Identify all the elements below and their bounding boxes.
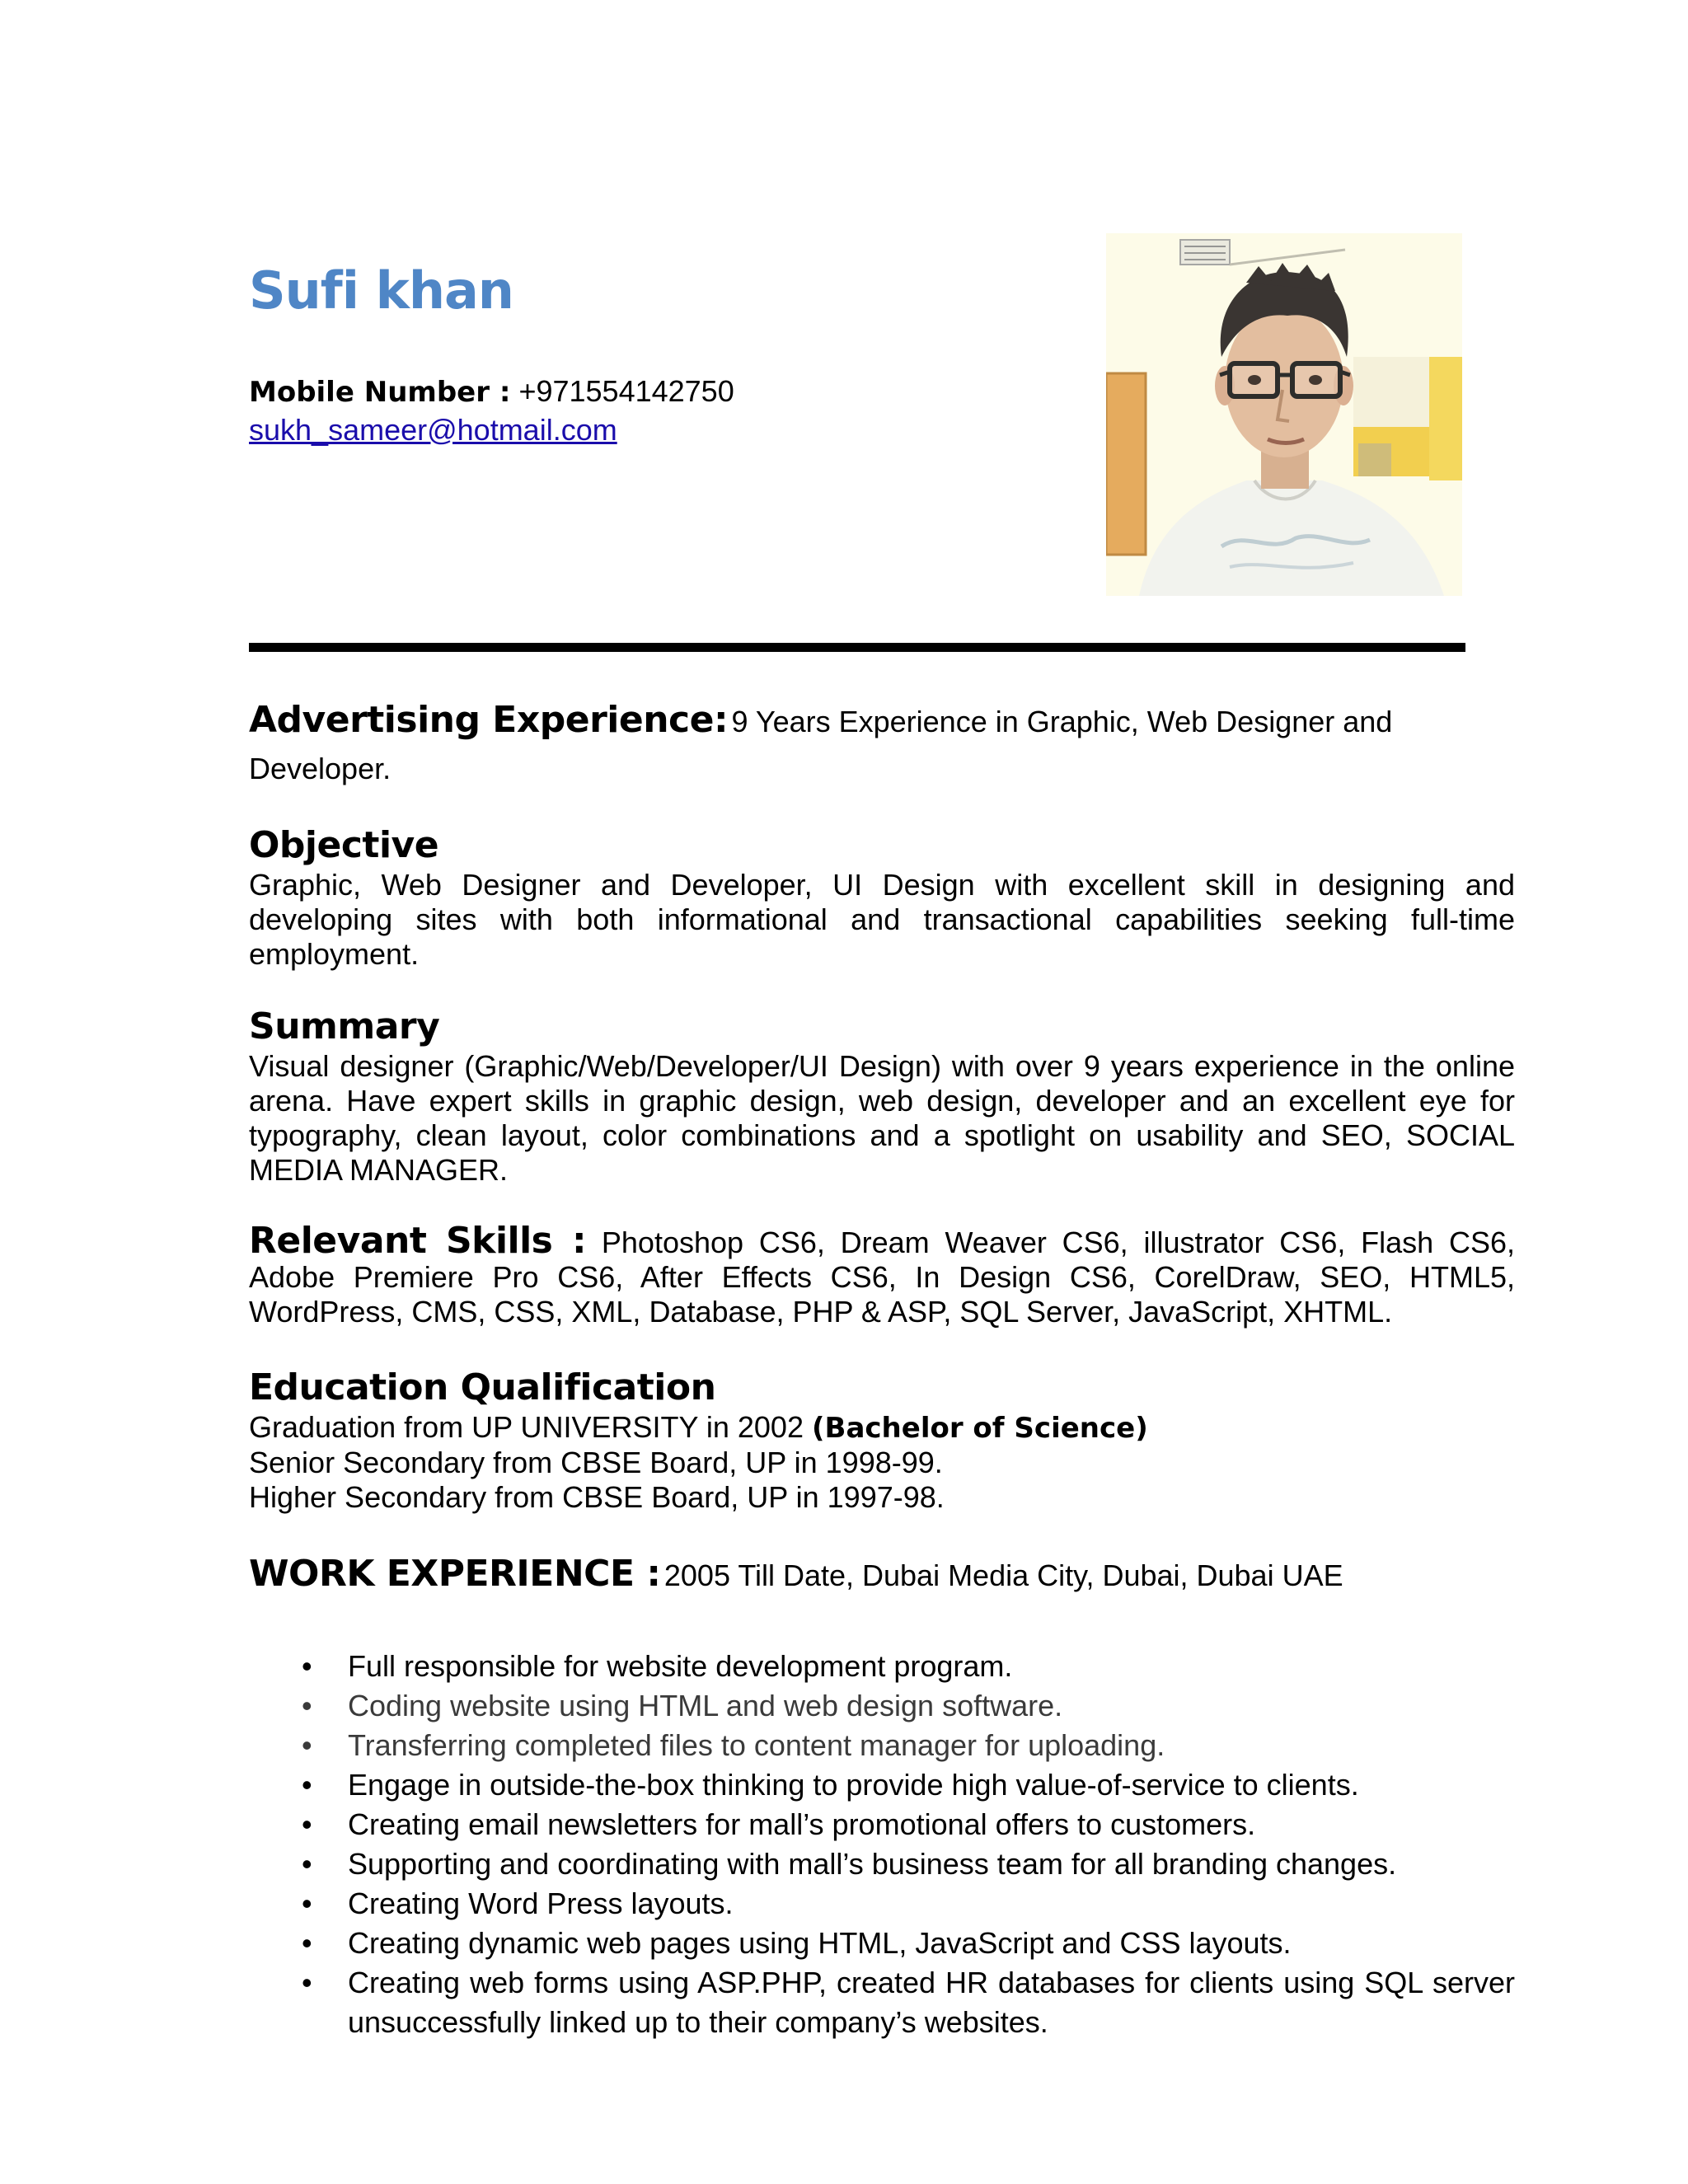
bullet-icon: •: [302, 1649, 312, 1683]
objective-heading: Objective: [249, 824, 439, 866]
objective-text: Graphic, Web Designer and Developer, UI Design with excellent skill in designing and developing sites with both informational and transactional capabilities seeking full-time employment.: [249, 868, 1515, 971]
bullet-icon: •: [302, 1768, 312, 1802]
education-line-1: [249, 1410, 1515, 1446]
summary-text: Visual designer (Graphic/Web/Developer/UI Design) with over 9 years experience in the online arena. Have expert skills in graphic design, web design, developer and an excellent eye for typography, clean layout, color combinations and a spotlight on usability and SEO, SOCIAL MEDIA MANAGER.: [249, 1049, 1515, 1187]
skills-text: Photoshop CS6, Dream Weaver CS6, illustrator CS6, Flash CS6, Adobe Premiere Pro CS6, After Effects CS6, In Design CS6, CorelDraw, SEO, HTML5, WordPress, CMS, CSS, XML, Database, PHP & ASP, SQL Server, JavaScript, XHTML.: [249, 1226, 1515, 1329]
list-item: • Coding website using HTML and web design software.: [249, 1686, 1515, 1726]
bullet-icon: •: [302, 1728, 312, 1762]
education-section: [249, 1366, 1515, 1515]
skills-section: [249, 1220, 1515, 1329]
objective-section: [249, 823, 1515, 972]
advertising-heading: Advertising Experience:: [249, 699, 729, 741]
bullet-icon: •: [302, 1886, 312, 1920]
education-line-2: Senior Secondary from CBSE Board, UP in 1998-99.: [249, 1446, 943, 1479]
header-divider: [249, 643, 1465, 652]
mobile-label: Mobile Number :: [249, 376, 511, 409]
list-item: • Full responsible for website development program.: [249, 1647, 1515, 1686]
mobile-number: +971554142750: [518, 374, 734, 408]
list-item: • Transferring completed files to content manager for uploading.: [249, 1726, 1515, 1765]
education-degree: (Bachelor of Science): [812, 1412, 1148, 1445]
skills-heading: Relevant Skills :: [249, 1220, 587, 1262]
advertising-section: [249, 697, 1515, 799]
bullet-icon: •: [302, 1847, 312, 1881]
bullet-icon: •: [302, 1966, 312, 1999]
summary-heading: Summary: [249, 1005, 440, 1047]
education-graduation: Graduation from UP UNIVERSITY in 2002: [249, 1410, 804, 1444]
work-section: [249, 1551, 1515, 1605]
bullet-icon: •: [302, 1689, 312, 1722]
contact-block: [249, 373, 734, 449]
list-item: • Supporting and coordinating with mall’s business team for all branding changes.: [249, 1844, 1515, 1884]
profile-photo: [1106, 233, 1462, 596]
email-link[interactable]: sukh_sameer@hotmail.com: [249, 413, 617, 447]
work-duties-list: [249, 1647, 1515, 2042]
candidate-name: Sufi khan: [249, 260, 513, 321]
advertising-text: 9 Years Experience in Graphic, Web Designer and Developer.: [249, 705, 1393, 785]
list-item: • Creating email newsletters for mall’s promotional offers to customers.: [249, 1805, 1515, 1844]
bullet-icon: •: [302, 1926, 312, 1960]
education-line-3: Higher Secondary from CBSE Board, UP in 1997-98.: [249, 1480, 945, 1514]
list-item: • Creating Word Press layouts.: [249, 1884, 1515, 1924]
education-heading: Education Qualification: [249, 1366, 716, 1408]
work-text: 2005 Till Date, Dubai Media City, Dubai, Dubai UAE: [663, 1558, 1343, 1592]
mobile-line: [249, 373, 734, 411]
bullet-icon: •: [302, 1807, 312, 1841]
list-item: • Creating web forms using ASP.PHP, created HR databases for clients using SQL server unsuccessfully linked up to their company’s websites.: [249, 1963, 1515, 2042]
resume-body: [249, 697, 1515, 2042]
summary-section: [249, 1005, 1515, 1188]
work-heading: WORK EXPERIENCE :: [249, 1553, 661, 1595]
list-item: • Engage in outside-the-box thinking to provide high value-of-service to clients.: [249, 1765, 1515, 1805]
list-item: • Creating dynamic web pages using HTML, JavaScript and CSS layouts.: [249, 1924, 1515, 1963]
